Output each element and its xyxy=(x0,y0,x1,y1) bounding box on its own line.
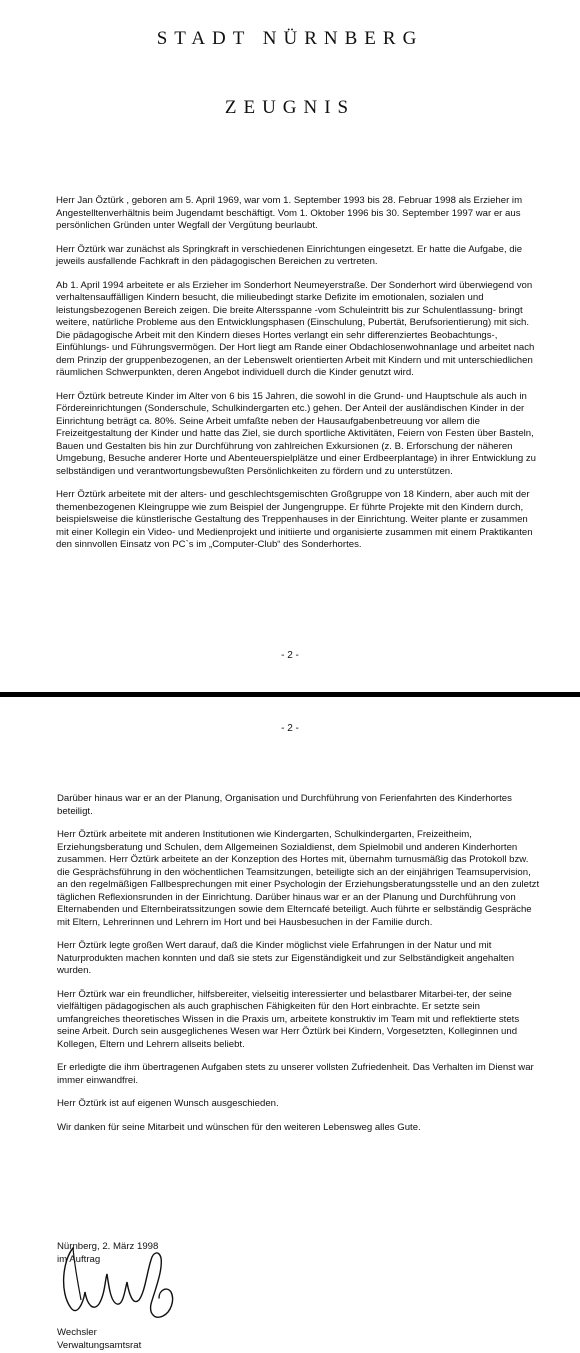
paragraph-performance: Er erledigte die ihm übertragenen Aufgaben stets zu unserer vollsten Zufriedenheit. Das Verhalten im Dienst war immer einwandfrei. xyxy=(57,1062,534,1086)
handwritten-signature xyxy=(55,1230,185,1330)
on-behalf-line: im Auftrag xyxy=(57,1254,101,1265)
page-2-header-number: - 2 - xyxy=(281,723,299,734)
paragraph-holiday-trips: Darüber hinaus war er an der Planung, Organisation und Durchführung von Ferienfahrten des Kinderhortes beteiligt. xyxy=(57,793,512,817)
signatory-name: Wechsler xyxy=(57,1327,97,1338)
paragraph-sonderhort: Ab 1. April 1994 arbeitete er als Erzieher im Sonderhort Neumeyerstraße. Der Sonderhort wird überwiegend von verhaltensauffälligen Kindern besucht, die milieubedingt starke Defizite im emotionalen, sozialen und leistungsbezogenen Bereich zeigen. Die breite Altersspanne -vom Schuleintritt bis zur Schulentlassung- bringt weitere, natürliche Probleme aus den Entwicklungsphasen (Einschulung, Pubertät, Berufsorientierung) mit sich. Die pädagogische Arbeit mit den Kindern dieses Hortes verlangt ein sehr differenziertes Beobachtungs-, Einfühlungs- und Führungsvermögen. Der Hort liegt am Rande einer Obdachlosenwohnanlage und arbeitet nach dem Prinzip der gruppenbezogenen, an der Lebenswelt orientierten Arbeit mit Kindern und mit unterschiedlichen räumlichen Schwerpunkten, deren Angebot individuell durch die Kinder genutzt wird. xyxy=(56,279,535,378)
signatory-title: Verwaltungsamtsrat xyxy=(57,1340,142,1351)
certificate-page-2 xyxy=(0,697,580,1351)
paragraph-thanks: Wir danken für seine Mitarbeit und wünschen für den weiteren Lebensweg alles Gute. xyxy=(57,1121,421,1133)
page-1-footer-number: - 2 - xyxy=(281,650,299,661)
paragraph-float-role: Herr Öztürk war zunächst als Springkraft in verschiedenen Einrichtungen eingesetzt. Er hatte die Aufgabe, die jeweils ausfallende Fachkraft in den pädagogischen Bereichen zu vertreten. xyxy=(56,243,523,267)
paragraph-cooperation: Herr Öztürk arbeitete mit anderen Institutionen wie Kindergarten, Schulkindergarten, Freizeitheim, Erziehungsberatung und Schulen, dem Allgemeinen Sozialdienst, dem Spielmobil und anderen Kinderhorten zusammen. Herr Öztürk arbeitete an der Konzeption des Hortes mit, übernahm turnusmäßig das Protokoll bzw. die Gesprächsführung in den wöchentlichen Teamsitzungen, beteiligte sich an der einjährigen Teamsupervision, an den regelmäßigen Fallbesprechungen mit einer Psychologin der Erziehungsberatungsstelle und an den zuletzt täglichen Reflexionsrunden in der Einrichtung. Darüber hinaus war er an der Planung und Durchführung von Elternabenden und Elternbeiratssitzungen sowie dem Elterncafé beteiligt. Auch führte er selbständig Gespräche mit Eltern, Lehrerinnen und Lehrern im Hort und bei Hausbesuchen in der Familie durch. xyxy=(57,829,540,928)
paragraph-employment: Herr Jan Öztürk , geboren am 5. April 1969, war vom 1. September 1993 bis 28. Februar 1998 als Erzieher im Angestelltenverhältnis beim Jugendamt beschäftigt. Vom 1. Oktober 1996 bis 30. September 1997 war er aus persönlichen Gründen unter Wegfall der Vergütung beurlaubt. xyxy=(56,195,523,231)
paragraph-projects: Herr Öztürk arbeitete mit der alters- und geschlechtsgemischten Großgruppe von 18 Kindern, aber auch mit der themenbezogenen Kleingruppe wie zum Beispiel der Jungengruppe. Er führte Projekte mit den Kindern durch, beispielsweise die künstlerische Gestaltung des Treppenhauses in der Einrichtung. Weiter plante er zusammen mit einer Kollegin ein Video- und Medienprojekt und initiierte und organisierte zusammen mit einem Praktikanten den sinnvollen Einsatz von PC`s im „Computer-Club“ des Sonderhortes. xyxy=(56,489,533,550)
city-heading: STADT NÜRNBERG xyxy=(156,28,424,49)
paragraph-children: Herr Öztürk betreute Kinder im Alter von 6 bis 15 Jahren, die sowohl in die Grund- und Hauptschule als auch in Fördereinrichtungen (Sonderschule, Schulkindergarten etc.) gehen. Der Anteil der ausländischen Kinder in der Einrichtung beträgt ca. 80%. Seine Arbeit umfaßte neben der Hausaufgabenbetreuung vor allem die Freizeitgestaltung der Kinder und hatte das Ziel, sie durch sportliche Aktivitäten, Feiern von Festen über Basteln, Bauen und Gestalten bis hin zur Durchführung von zahlreichen Exkursionen (z. B. Erforschung der näheren Umgebung, Besuche anderer Horte und Abenteuerspielplätze und einer Erdbeerplantage) in ihrer Entwicklung zu selbständigen und verantwortungsbewußten Persönlichkeiten zu fördern und zu unterstützen. xyxy=(56,390,536,477)
page-1-body xyxy=(56,195,536,563)
place-date: Nürnberg, 2. März 1998 xyxy=(57,1241,159,1252)
paragraph-nature: Herr Öztürk legte großen Wert darauf, daß die Kinder möglichst viele Erfahrungen in der Natur und mit Naturprodukten machen konnten und daß sie stets zur Eigenständigkeit und zur Selbständigkeit angehalten wurden. xyxy=(57,940,515,976)
paragraph-character: Herr Öztürk war ein freundlicher, hilfsbereiter, vielseitig interessierter und belastbarer Mitarbei-ter, der seine vielfältigen pädagogischen als auch graphischen Fähigkeiten für den Hort einbrachte. Er setzte sein umfangreiches theoretisches Wissen in die Praxis um, arbeitete konstruktiv im Team mit und reflektierte stets seine Arbeit. Durch sein ausgeglichenes Wesen war Herr Öztürk bei Kindern, Vorgesetzten, Kolleginnen und Kollegen, Eltern und Lehrern allseits beliebt. xyxy=(57,988,520,1050)
document-title: ZEUGNIS xyxy=(224,97,356,118)
page-2-body xyxy=(57,793,542,1145)
paragraph-departure: Herr Öztürk ist auf eigenen Wunsch ausgeschieden. xyxy=(57,1098,279,1109)
